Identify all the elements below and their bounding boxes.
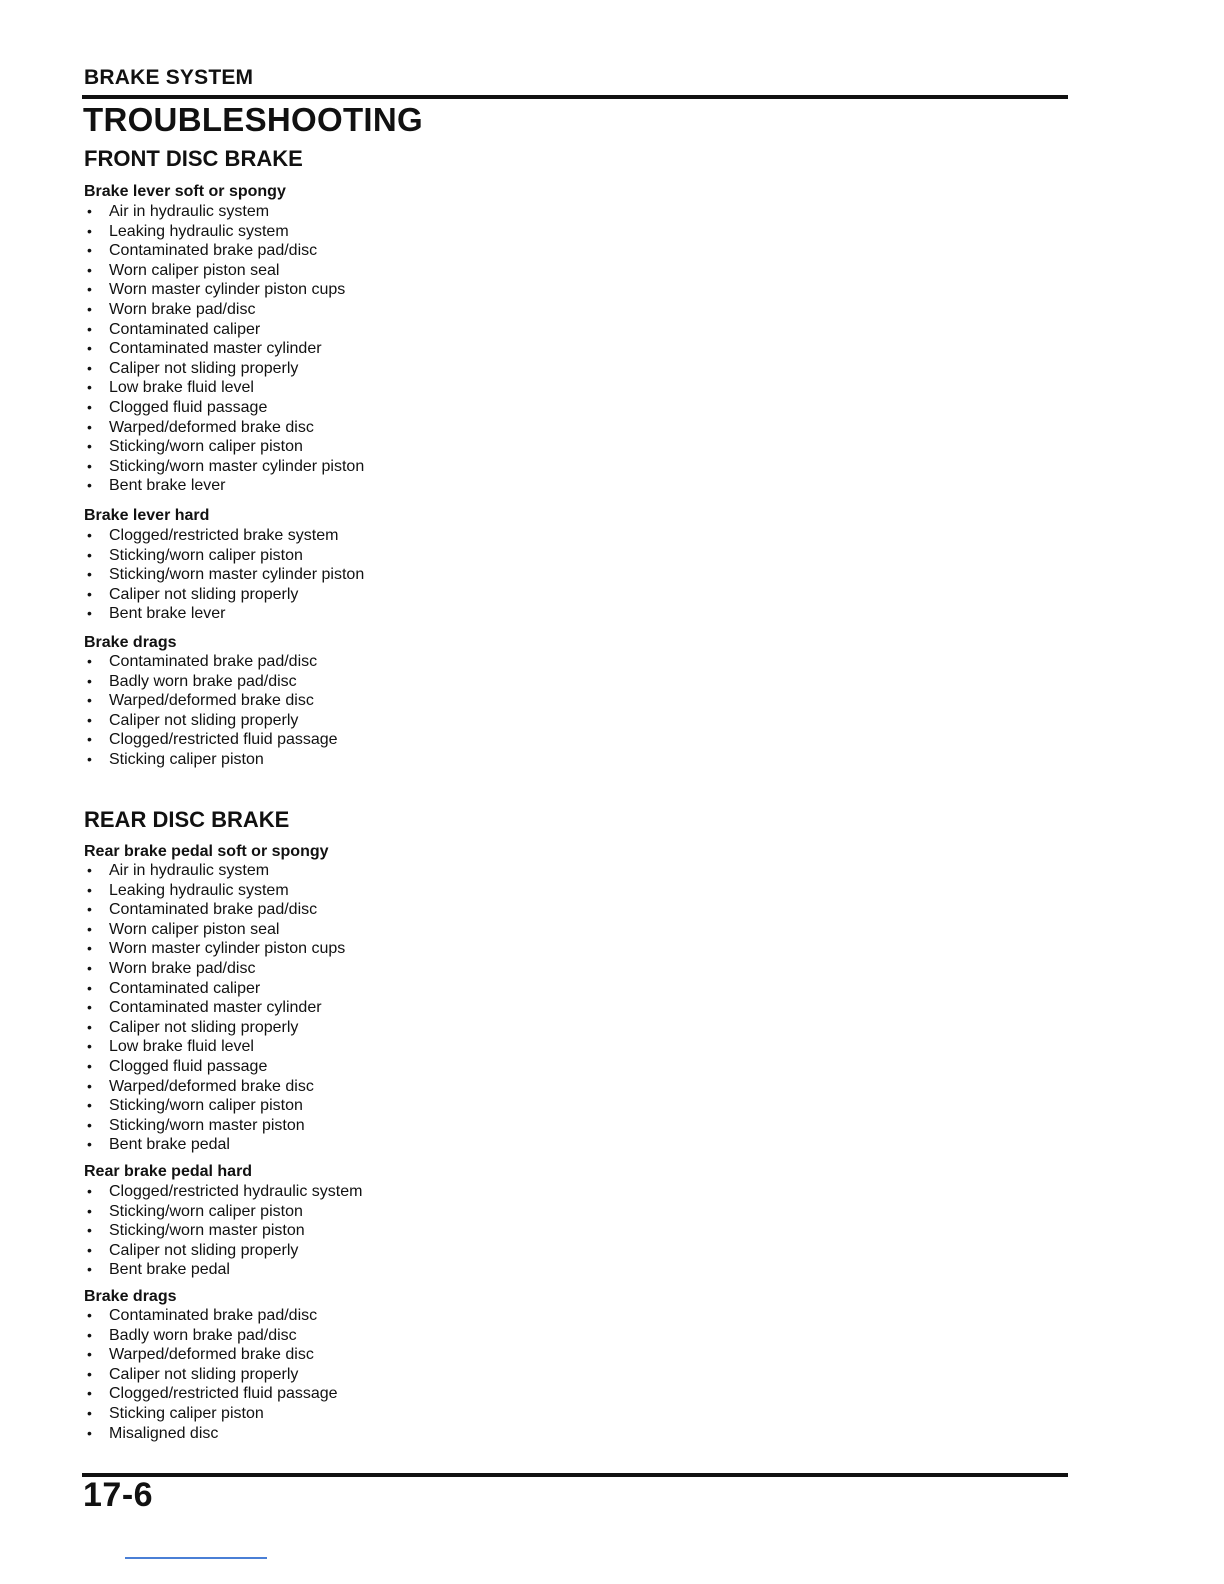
- symptom-item: • Sticking/worn caliper piston: [84, 1202, 362, 1222]
- symptom-item: • Caliper not sliding properly: [84, 1365, 338, 1385]
- symptom-item: • Clogged/restricted fluid passage: [84, 1384, 338, 1404]
- symptom-list: [84, 526, 364, 624]
- symptom-item: • Badly worn brake pad/disc: [84, 672, 338, 692]
- symptom-item: • Low brake fluid level: [84, 1037, 345, 1057]
- group-title: Brake drags: [84, 1288, 177, 1305]
- symptom-item: • Caliper not sliding properly: [84, 585, 364, 605]
- symptom-item: • Warped/deformed brake disc: [84, 418, 364, 438]
- symptom-item: • Clogged/restricted fluid passage: [84, 730, 338, 750]
- symptom-item: • Contaminated brake pad/disc: [84, 900, 345, 920]
- symptom-item: • Worn caliper piston seal: [84, 261, 364, 281]
- group-title: Brake lever soft or spongy: [84, 183, 286, 200]
- symptom-item: • Leaking hydraulic system: [84, 222, 364, 242]
- symptom-item: • Sticking caliper piston: [84, 750, 338, 770]
- symptom-item: • Worn caliper piston seal: [84, 920, 345, 940]
- symptom-item: • Air in hydraulic system: [84, 861, 345, 881]
- symptom-item: • Clogged/restricted hydraulic system: [84, 1182, 362, 1202]
- symptom-item: • Caliper not sliding properly: [84, 711, 338, 731]
- symptom-item: • Misaligned disc: [84, 1424, 338, 1444]
- symptom-item: • Low brake fluid level: [84, 378, 364, 398]
- symptom-item: • Contaminated master cylinder: [84, 998, 345, 1018]
- symptom-item: • Caliper not sliding properly: [84, 1018, 345, 1038]
- symptom-item: • Clogged/restricted brake system: [84, 526, 364, 546]
- symptom-item: • Contaminated caliper: [84, 320, 364, 340]
- symptom-item: • Caliper not sliding properly: [84, 1241, 362, 1261]
- symptom-item: • Sticking/worn master cylinder piston: [84, 565, 364, 585]
- symptom-item: • Leaking hydraulic system: [84, 881, 345, 901]
- symptom-item: • Caliper not sliding properly: [84, 359, 364, 379]
- symptom-item: • Contaminated brake pad/disc: [84, 241, 364, 261]
- header-rule: [82, 95, 1068, 99]
- group-title: Brake drags: [84, 634, 177, 651]
- header-section-title: BRAKE SYSTEM: [84, 66, 254, 89]
- symptom-item: • Clogged fluid passage: [84, 1057, 345, 1077]
- symptom-item: • Sticking/worn master cylinder piston: [84, 457, 364, 477]
- rear-disc-brake-heading: REAR DISC BRAKE: [84, 807, 290, 832]
- page-title: TROUBLESHOOTING: [83, 101, 423, 138]
- symptom-item: • Sticking/worn caliper piston: [84, 1096, 345, 1116]
- symptom-item: • Contaminated brake pad/disc: [84, 1306, 338, 1326]
- footer-rule: [82, 1473, 1068, 1477]
- symptom-item: • Warped/deformed brake disc: [84, 691, 338, 711]
- symptom-item: • Bent brake lever: [84, 604, 364, 624]
- symptom-list: [84, 861, 345, 1155]
- symptom-list: [84, 202, 364, 496]
- symptom-item: • Warped/deformed brake disc: [84, 1077, 345, 1097]
- symptom-item: • Sticking/worn caliper piston: [84, 437, 364, 457]
- symptom-list: [84, 1182, 362, 1280]
- symptom-item: • Sticking/worn master piston: [84, 1221, 362, 1241]
- symptom-item: • Sticking caliper piston: [84, 1404, 338, 1424]
- symptom-item: • Worn master cylinder piston cups: [84, 939, 345, 959]
- symptom-list: [84, 652, 338, 770]
- symptom-item: • Bent brake pedal: [84, 1260, 362, 1280]
- symptom-item: • Contaminated brake pad/disc: [84, 652, 338, 672]
- group-title: Rear brake pedal hard: [84, 1163, 253, 1180]
- symptom-item: • Worn brake pad/disc: [84, 959, 345, 979]
- symptom-item: • Air in hydraulic system: [84, 202, 364, 222]
- symptom-item: • Clogged fluid passage: [84, 398, 364, 418]
- group-title: Rear brake pedal soft or spongy: [84, 843, 329, 860]
- symptom-item: • Bent brake pedal: [84, 1135, 345, 1155]
- symptom-item: • Worn brake pad/disc: [84, 300, 364, 320]
- link-underline: [125, 1557, 267, 1559]
- symptom-item: • Sticking/worn caliper piston: [84, 546, 364, 566]
- symptom-item: • Contaminated master cylinder: [84, 339, 364, 359]
- page-number: 17-6: [83, 1476, 154, 1514]
- symptom-item: • Badly worn brake pad/disc: [84, 1326, 338, 1346]
- symptom-list: [84, 1306, 338, 1443]
- symptom-item: • Bent brake lever: [84, 476, 364, 496]
- symptom-item: • Worn master cylinder piston cups: [84, 280, 364, 300]
- group-title: Brake lever hard: [84, 507, 210, 524]
- symptom-item: • Contaminated caliper: [84, 979, 345, 999]
- symptom-item: • Warped/deformed brake disc: [84, 1345, 338, 1365]
- symptom-item: • Sticking/worn master piston: [84, 1116, 345, 1136]
- front-disc-brake-heading: FRONT DISC BRAKE: [84, 146, 303, 171]
